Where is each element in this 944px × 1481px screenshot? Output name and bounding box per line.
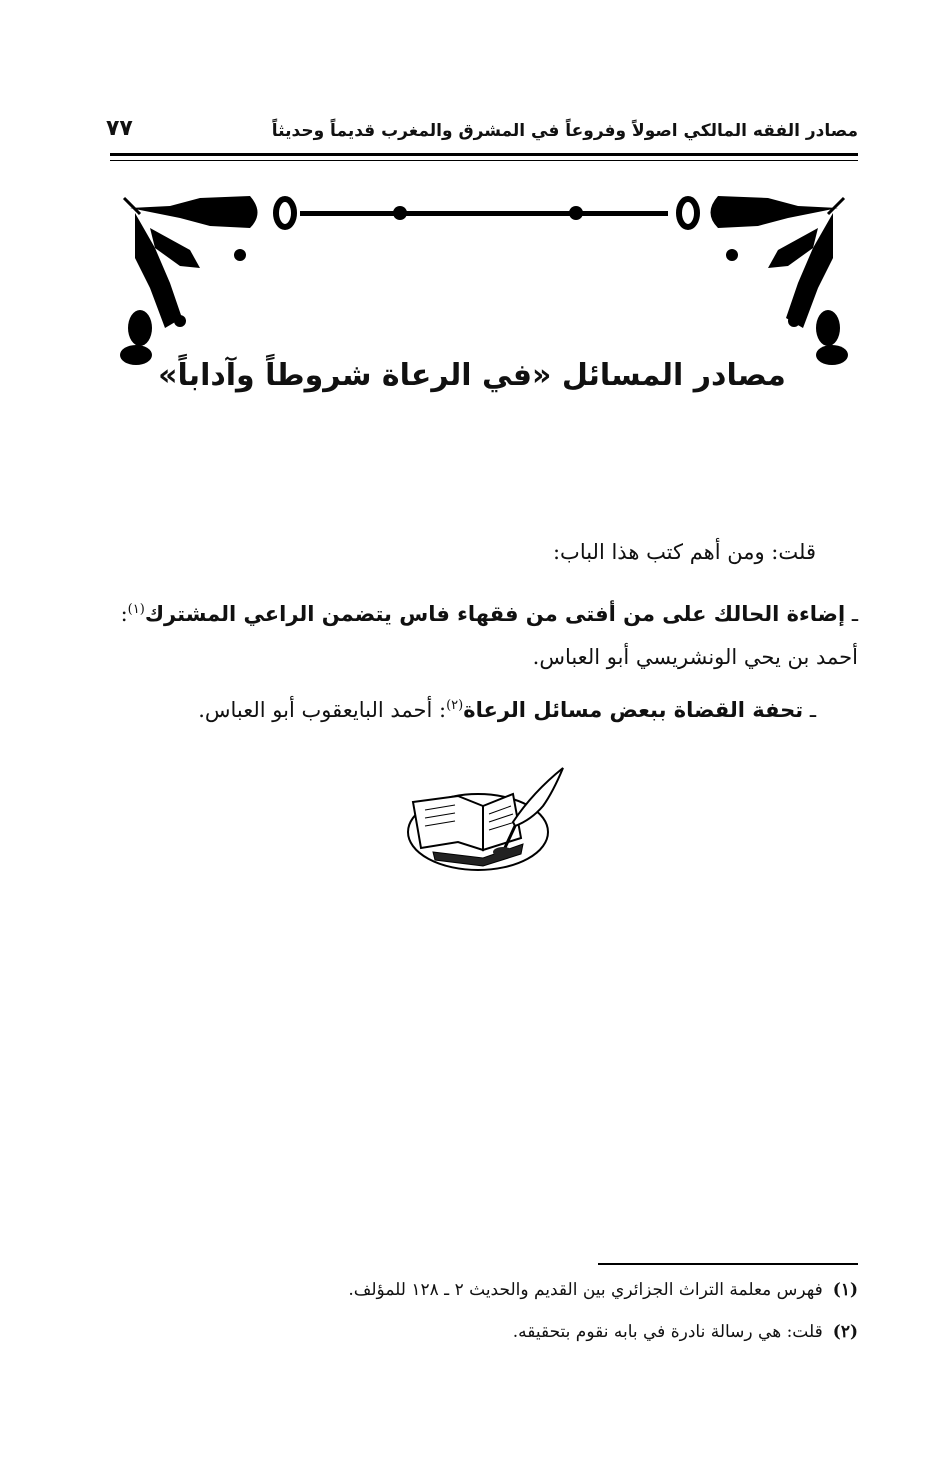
header-rule-top (110, 153, 858, 156)
footnote-number: (٢) (832, 1322, 858, 1342)
page-number: ٧٧ (106, 116, 133, 141)
book-and-quill-icon (403, 762, 573, 882)
footnote (138, 1280, 858, 1300)
header-rule-bottom (110, 160, 858, 161)
ornamental-frame-icon (110, 188, 858, 378)
running-title: مصادر الفقه المالكي اصولاً وفروعاً في المشرق والمغرب قديماً وحديثاً (271, 121, 858, 141)
book-title: إضاءة الحالك على من أفتى من فقهاء فاس يتضمن الراعي المشترك (144, 602, 846, 626)
book-author: : أحمد بن يحي الونشريسي أبو العباس. (120, 602, 858, 669)
footnote (138, 1322, 858, 1342)
list-item (98, 588, 858, 679)
footnote-number: (١) (832, 1280, 858, 1300)
book-title: تحفة القضاة ببعض مسائل الرعاة (463, 698, 804, 722)
footnote-text: فهرس معلمة التراث الجزائري بين القديم والحديث ٢ ـ ١٢٨ للمؤلف. (348, 1280, 823, 1300)
list-dash: ـ (809, 698, 816, 722)
footnote-ref[interactable]: (٢) (446, 698, 464, 713)
list-dash: ـ (851, 602, 858, 626)
footnote-ref[interactable]: (١) (127, 602, 145, 617)
chapter-title: مصادر المسائل «في الرعاة شروطاً وآداباً» (158, 358, 786, 393)
footnote-text: قلت: هي رسالة نادرة في بابه نقوم بتحقيقه. (512, 1322, 823, 1342)
intro-text: قلت: ومن أهم كتب هذا الباب: (552, 540, 816, 564)
list-item (96, 684, 816, 732)
footnote-rule (598, 1263, 858, 1265)
book-author: : أحمد البايعقوب أبو العباس. (198, 698, 447, 722)
